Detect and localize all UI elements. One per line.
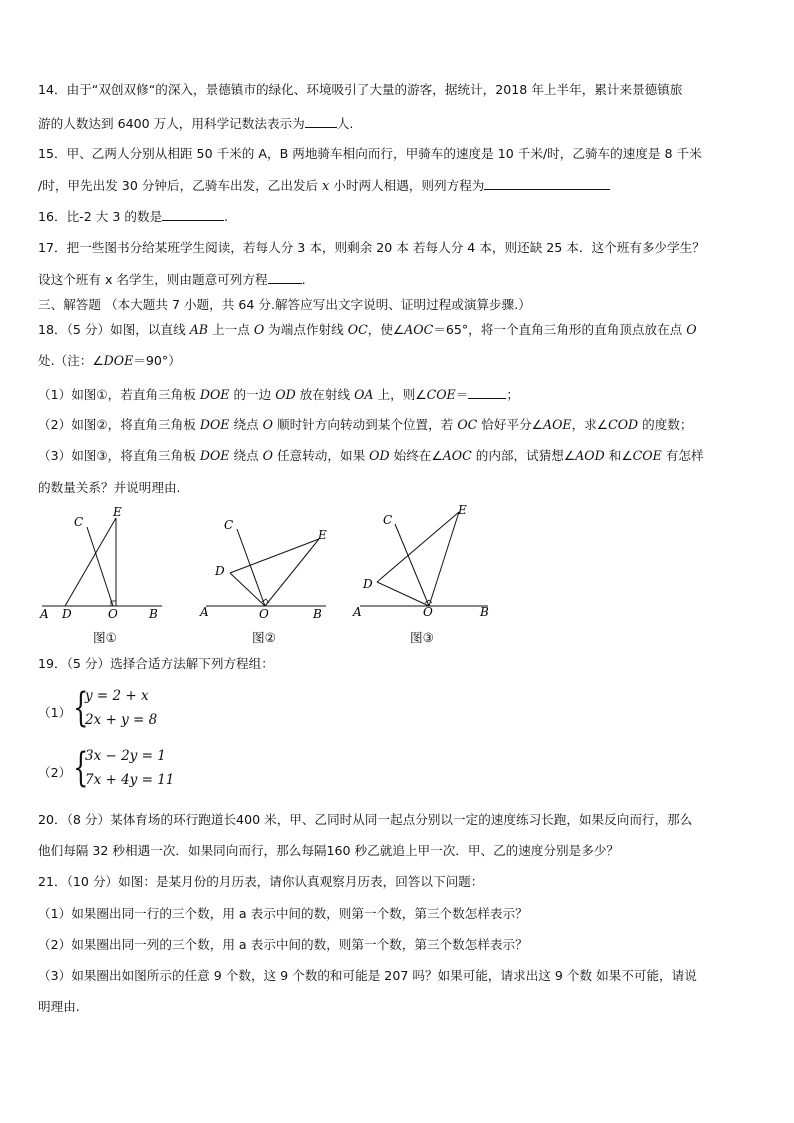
q21-title: 21．（10 分）如图：是某月份的月历表，请你认真观察月历表，回答以下问题： [38, 874, 484, 889]
q19-s1-eq2: 2x + y = 8 [85, 712, 158, 728]
q14-answer-blank[interactable] [305, 115, 337, 128]
q18-p3-t4: 始终在∠ [389, 448, 443, 463]
q18-p1-doe: DOE [199, 387, 230, 402]
q18-t3: 为端点作射线 [264, 322, 348, 337]
q18-p2-oc: OC [457, 417, 478, 432]
q20-line-1: 20．（8 分）某体育场的环行跑道长400 米，甲、乙同时从同一起点分别以一定的速度练习长跑，如果反向而行，那么 [38, 812, 693, 827]
q18-t4: ，使∠ [367, 322, 405, 337]
fig3-label-e: E [458, 503, 467, 517]
q14-line-1: 14．由于“双创双修“的深入，景德镇市的绿化、环境吸引了大量的游客，据统计，2018 年上半年，累计来景德镇旅 [38, 82, 683, 97]
fig3-label-b: B [480, 605, 489, 619]
figure-1-caption: 图① [93, 630, 117, 645]
q19-system-1 [38, 685, 238, 732]
q18-p1-t1: （1）如图①，若直角三角板 [38, 387, 200, 402]
q18-p2-t2: 绕点 [229, 417, 263, 432]
q17-line-1: 17．把一些图书分给某班学生阅读，若每人分 3 本，则剩余 20 本 若每人分 4 本，则还缺 25 本．这个班有多少学生？ [38, 240, 705, 255]
figure-3-caption: 图③ [410, 630, 434, 645]
fig3-label-d: D [363, 577, 373, 591]
fig1-label-a: A [40, 607, 49, 621]
q18-p3-aoc: AOC [442, 448, 472, 463]
q18-p3-doe: DOE [199, 448, 230, 463]
q18-p3-t1: （3）如图③，将直角三角板 [38, 448, 200, 463]
q15-var-x: x [322, 178, 330, 193]
q19-s2-brace: { [73, 745, 89, 791]
q17-end: . [301, 272, 306, 287]
figure-2-caption: 图② [252, 630, 276, 645]
q19-s2-eq2: 7x + 4y = 11 [85, 772, 175, 788]
fig1-label-o: O [108, 607, 118, 621]
q18-p1-oa: OA [354, 387, 374, 402]
q18-p3-coe: COE [632, 448, 662, 463]
q18-p2-t5: ，求∠ [571, 417, 609, 432]
q18-p2-t1: （2）如图②，将直角三角板 [38, 417, 200, 432]
q18-line-1 [38, 322, 697, 338]
q18-t7: ＝90°） [133, 353, 181, 368]
q18-p1-od: OD [275, 387, 296, 402]
q19-s1-brace: { [73, 685, 89, 731]
fig1-label-b: B [149, 607, 158, 621]
q18-p3-od: OD [369, 448, 390, 463]
q21-part-1: （1）如果圈出同一行的三个数，用 a 表示中间的数，则第一个数，第三个数怎样表示？ [38, 906, 528, 921]
q14-text: 游的人数达到 6400 万人，用科学记数法表示为 [38, 116, 305, 131]
fig1-ray-oc [87, 527, 113, 606]
q19-s2-label: （2） [38, 765, 72, 780]
q18-t1: 18．（5 分）如图，以直线 [38, 322, 190, 337]
fig1-label-e: E [113, 505, 122, 519]
fig2-side-od [230, 573, 265, 606]
q17-line-2 [38, 271, 306, 288]
q14-unit: 人. [336, 116, 354, 131]
q18-p3-t5: 的内部，试猜想∠ [471, 448, 576, 463]
q15-text-a: /时，甲先出发 30 分钟后，乙骑车出发，乙出发后 [38, 178, 323, 193]
figure-2-diagram [196, 505, 336, 625]
q18-p2-aoe: AOE [542, 417, 572, 432]
q18-p3-t6: 和∠ [604, 448, 633, 463]
q18-p1-answer-blank[interactable] [468, 386, 506, 399]
q21-part-3-line-2: 明理由. [38, 999, 80, 1014]
fig2-label-e: E [318, 528, 327, 542]
q15-line-2 [38, 177, 610, 194]
q19-s2-eq1: 3x − 2y = 1 [85, 748, 166, 764]
q18-p2-t3: 顺时针方向转动到某个位置，若 [273, 417, 458, 432]
q15-line-1: 15．甲、乙两人分别从相距 50 千米的 A，B 两地骑车相向而行，甲骑车的速度是 10 千米/时，乙骑车的速度是 8 千米 [38, 146, 702, 161]
q18-p3-t2: 绕点 [229, 448, 263, 463]
q18-p2-t4: 恰好平分∠ [477, 417, 543, 432]
q19-title: 19．（5 分）选择合适方法解下列方程组： [38, 656, 274, 671]
figure-1 [36, 505, 176, 625]
fig2-ray-oc [237, 529, 265, 606]
q18-oc: OC [347, 322, 368, 337]
fig3-side-od [377, 582, 429, 606]
figure-2 [196, 505, 336, 625]
fig3-label-c: C [383, 513, 393, 527]
q19-system-2 [38, 745, 238, 792]
q18-part-3-line-2: 的数量关系？并说明理由. [38, 480, 181, 495]
q18-p1-t6: ； [506, 387, 519, 402]
figure-1-diagram [36, 505, 176, 625]
q18-p1-t4: 上，则∠ [373, 387, 427, 402]
figure-3 [350, 500, 500, 625]
q18-line-2 [38, 353, 181, 369]
figure-3-diagram [350, 500, 500, 625]
q17-answer-blank[interactable] [268, 271, 302, 284]
q16-answer-blank[interactable] [162, 208, 224, 221]
fig2-label-c: C [224, 518, 234, 532]
q20-line-2: 他们每隔 32 秒相遇一次．如果同向而行，那么每隔160 秒乙就追上甲一次．甲、乙的速度分别是多少？ [38, 843, 620, 858]
q18-p2-t6: 的度数； [638, 417, 693, 432]
q18-p2-cod: COD [608, 417, 639, 432]
q21-part-2: （2）如果圈出同一列的三个数，用 a 表示中间的数，则第一个数，第三个数怎样表示？ [38, 937, 528, 952]
q18-part-3 [38, 448, 704, 464]
q18-p2-doe: DOE [199, 417, 230, 432]
q18-p3-t7: 有怎样 [661, 448, 704, 463]
fig3-ray-oc [395, 524, 429, 606]
q18-aoc: AOC [404, 322, 434, 337]
fig1-label-d: D [62, 607, 72, 621]
q18-doe: DOE [103, 353, 134, 368]
q21-part-3: （3）如果圈出如图所示的任意 9 个数，这 9 个数的和可能是 207 吗？如果可能，请求出这 9 个数 如果不可能，请说 [38, 968, 697, 983]
fig1-label-c: C [74, 515, 84, 529]
q18-p3-o: O [262, 448, 273, 463]
section-3-heading: 三、解答题 （本大题共 7 小题，共 64 分.解答应写出文字说明、证明过程或演算步骤.） [38, 297, 531, 312]
q16-text: 16．比-2 大 3 的数是 [38, 209, 163, 224]
q15-answer-blank[interactable] [484, 177, 610, 190]
fig3-label-o: O [423, 605, 433, 619]
fig3-side-oe [429, 512, 459, 606]
q18-part-1 [38, 386, 519, 403]
q18-o: O [253, 322, 265, 337]
q18-p3-t3: 任意转动，如果 [273, 448, 370, 463]
fig2-label-o: O [259, 607, 269, 621]
q18-p1-t5: ＝ [455, 387, 469, 402]
q16-end: . [224, 209, 229, 224]
q18-p1-t3: 放在射线 [295, 387, 355, 402]
q18-t5: ＝65°，将一个直角三角形的直角顶点放在点 [433, 322, 687, 337]
q18-part-2 [38, 417, 693, 433]
q18-p1-t2: 的一边 [229, 387, 276, 402]
q18-p3-aod: AOD [575, 448, 605, 463]
q19-s1-label: （1） [38, 705, 72, 720]
q15-text-b: 小时两人相遇，则列方程为 [329, 178, 485, 193]
q18-p2-o: O [262, 417, 273, 432]
q18-o2: O [686, 322, 697, 337]
q17-text: 设这个班有 x 名学生，则由题意可列方程 [38, 272, 268, 287]
q18-t6: 处.（注：∠ [38, 353, 104, 368]
q18-ab: AB [189, 322, 209, 337]
q19-s1-eq1: y = 2 + x [85, 688, 149, 704]
fig2-label-a: A [200, 605, 209, 619]
fig2-label-d: D [215, 564, 225, 578]
q14-line-2 [38, 115, 353, 132]
q18-t2: 上一点 [208, 322, 254, 337]
fig3-label-a: A [353, 605, 362, 619]
fig2-label-b: B [313, 607, 322, 621]
q18-p1-coe: COE [426, 387, 456, 402]
q16-line [38, 208, 228, 225]
